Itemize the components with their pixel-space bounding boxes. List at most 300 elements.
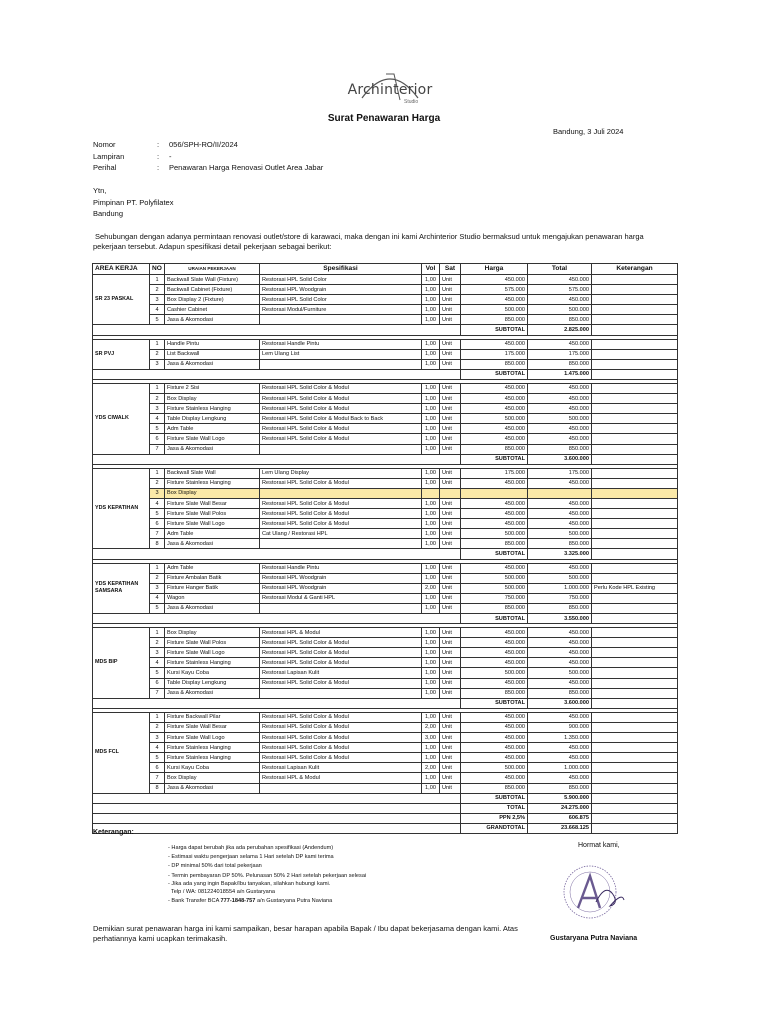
item-sat: Unit xyxy=(440,424,461,434)
item-spesifikasi: Restorasi HPL Solid Color & Modul xyxy=(260,498,422,508)
hormat-text: Hormat kami, xyxy=(578,842,620,849)
item-keterangan xyxy=(592,339,678,349)
item-vol: 1,00 xyxy=(422,349,440,359)
table-row xyxy=(93,498,678,508)
item-spesifikasi: Restorasi HPL Solid Color & Modul xyxy=(260,519,422,529)
item-uraian: Table Display Lengkung xyxy=(165,678,260,688)
subtotal-value: 3.325.000 xyxy=(528,549,592,559)
item-harga: 450.000 xyxy=(461,394,528,404)
item-uraian: Jasa & Akomodasi xyxy=(165,539,260,549)
item-no: 6 xyxy=(150,519,165,529)
item-harga: 450.000 xyxy=(461,275,528,285)
item-vol: 1,00 xyxy=(422,424,440,434)
item-total: 500.000 xyxy=(528,668,592,678)
item-sat: Unit xyxy=(440,444,461,454)
item-no: 3 xyxy=(150,648,165,658)
item-harga: 175.000 xyxy=(461,349,528,359)
col-header-harga: Harga xyxy=(461,264,528,275)
meta-row-lampiran xyxy=(93,151,323,163)
table-row xyxy=(93,648,678,658)
item-total: 850.000 xyxy=(528,688,592,698)
item-harga: 500.000 xyxy=(461,414,528,424)
item-total: 850.000 xyxy=(528,359,592,369)
item-vol: 2,00 xyxy=(422,583,440,593)
totals-spacer xyxy=(93,823,461,833)
item-harga: 450.000 xyxy=(461,383,528,393)
item-sat: Unit xyxy=(440,394,461,404)
item-vol: 1,00 xyxy=(422,783,440,793)
table-row xyxy=(93,404,678,414)
item-harga: 175.000 xyxy=(461,468,528,478)
item-harga: 450.000 xyxy=(461,519,528,529)
item-vol: 1,00 xyxy=(422,359,440,369)
meta-colon: : xyxy=(157,151,160,161)
item-no: 8 xyxy=(150,783,165,793)
item-sat: Unit xyxy=(440,404,461,414)
item-total: 450.000 xyxy=(528,478,592,488)
item-sat: Unit xyxy=(440,628,461,638)
subtotal-label: SUBTOTAL xyxy=(461,454,528,464)
item-total: 850.000 xyxy=(528,539,592,549)
item-harga: 575.000 xyxy=(461,285,528,295)
subtotal-spacer xyxy=(93,614,461,624)
table-row xyxy=(93,519,678,529)
item-harga: 850.000 xyxy=(461,539,528,549)
subtotal-row xyxy=(93,614,678,624)
item-harga: 450.000 xyxy=(461,658,528,668)
area-kerja-cell: MDS FCL xyxy=(93,712,150,793)
subtotal-label: SUBTOTAL xyxy=(461,698,528,708)
item-uraian: Kursi Kayu Coba xyxy=(165,763,260,773)
item-spesifikasi: Restorasi HPL Solid Color & Modul Back to Back xyxy=(260,414,422,424)
item-sat: Unit xyxy=(440,722,461,732)
closing-paragraph: Demikian surat penawaran harga ini kami sampaikan, besar harapan apabila Bapak / Ibu dapat bekerjasama dengan kami. Atas perhatiannya kami ucapkan terimakasih. xyxy=(93,924,518,943)
price-table xyxy=(92,263,678,834)
item-vol: 1,00 xyxy=(422,275,440,285)
item-total: 450.000 xyxy=(528,712,592,722)
company-logo xyxy=(330,66,450,110)
item-spesifikasi: Restorasi Lapisan Kulit xyxy=(260,763,422,773)
item-spesifikasi: Restorasi HPL Woodgrain xyxy=(260,573,422,583)
item-uraian: Kursi Kayu Coba xyxy=(165,668,260,678)
item-uraian: Adm Table xyxy=(165,424,260,434)
item-no: 3 xyxy=(150,295,165,305)
subtotal-row xyxy=(93,325,678,335)
item-keterangan xyxy=(592,305,678,315)
item-uraian: Adm Table xyxy=(165,563,260,573)
item-keterangan xyxy=(592,733,678,743)
item-vol: 1,00 xyxy=(422,638,440,648)
meta-colon: : xyxy=(157,163,160,172)
item-uraian: Fixture Slate Wall Logo xyxy=(165,519,260,529)
item-keterangan xyxy=(592,295,678,305)
item-spesifikasi: Restorasi HPL Solid Color & Modul xyxy=(260,478,422,488)
table-row xyxy=(93,444,678,454)
item-sat: Unit xyxy=(440,753,461,763)
item-total: 1.000.000 xyxy=(528,763,592,773)
item-harga: 450.000 xyxy=(461,773,528,783)
item-uraian: Fixture Ambalan Batik xyxy=(165,573,260,583)
item-keterangan xyxy=(592,658,678,668)
item-vol: 1,00 xyxy=(422,658,440,668)
item-harga: 450.000 xyxy=(461,712,528,722)
item-uraian: Fixture Backwall Pilar xyxy=(165,712,260,722)
item-harga: 850.000 xyxy=(461,315,528,325)
item-harga: 450.000 xyxy=(461,638,528,648)
item-vol xyxy=(422,488,440,498)
note-item: - DP minimal 50% dari total pekerjaan xyxy=(168,863,262,870)
totals-value: 606.875 xyxy=(528,813,592,823)
subtotal-spacer xyxy=(93,793,461,803)
item-harga: 450.000 xyxy=(461,733,528,743)
item-vol: 1,00 xyxy=(422,305,440,315)
subtotal-value: 3.600.000 xyxy=(528,454,592,464)
item-harga: 850.000 xyxy=(461,783,528,793)
item-sat: Unit xyxy=(440,529,461,539)
item-keterangan xyxy=(592,359,678,369)
item-no: 5 xyxy=(150,753,165,763)
item-keterangan xyxy=(592,383,678,393)
item-vol: 1,00 xyxy=(422,753,440,763)
subtotal-value: 1.475.000 xyxy=(528,369,592,379)
item-spesifikasi xyxy=(260,783,422,793)
note-bank xyxy=(168,897,366,906)
item-no: 4 xyxy=(150,593,165,603)
item-spesifikasi: Restorasi Lapisan Kulit xyxy=(260,668,422,678)
item-total: 575.000 xyxy=(528,285,592,295)
item-sat: Unit xyxy=(440,339,461,349)
company-name: Archinterior xyxy=(347,82,433,98)
item-no: 3 xyxy=(150,488,165,498)
note-item: - Estimasi waktu pengerjaan selama 1 Hari setelah DP kami terima xyxy=(168,854,334,861)
item-uraian: Fixture Hanger Batik xyxy=(165,583,260,593)
item-uraian: Fixture Slate Wall Besar xyxy=(165,722,260,732)
item-keterangan xyxy=(592,404,678,414)
item-harga: 850.000 xyxy=(461,444,528,454)
table-row xyxy=(93,414,678,424)
item-no: 7 xyxy=(150,444,165,454)
item-sat: Unit xyxy=(440,712,461,722)
item-sat: Unit xyxy=(440,658,461,668)
item-vol: 3,00 xyxy=(422,733,440,743)
item-no: 2 xyxy=(150,478,165,488)
table-row xyxy=(93,394,678,404)
table-row xyxy=(93,383,678,393)
subtotal-row xyxy=(93,454,678,464)
totals-value: 23.668.125 xyxy=(528,823,592,833)
meta-key: Nomor xyxy=(93,140,116,149)
item-spesifikasi: Restorasi HPL Solid Color & Modul xyxy=(260,424,422,434)
table-row xyxy=(93,539,678,549)
subtotal-empty xyxy=(592,698,678,708)
table-row xyxy=(93,478,678,488)
item-sat: Unit xyxy=(440,668,461,678)
item-total: 450.000 xyxy=(528,295,592,305)
item-total: 850.000 xyxy=(528,315,592,325)
item-uraian: Fixture Stainless Hanging xyxy=(165,743,260,753)
item-vol: 1,00 xyxy=(422,773,440,783)
table-row xyxy=(93,638,678,648)
table-row xyxy=(93,339,678,349)
item-spesifikasi: Restorasi HPL Solid Color & Modul xyxy=(260,712,422,722)
item-sat: Unit xyxy=(440,678,461,688)
item-spesifikasi: Restorasi Handle Pintu xyxy=(260,339,422,349)
item-harga: 500.000 xyxy=(461,583,528,593)
item-no: 5 xyxy=(150,509,165,519)
item-uraian: Adm Table xyxy=(165,529,260,539)
table-row xyxy=(93,359,678,369)
item-total: 850.000 xyxy=(528,603,592,613)
col-header-no: NO xyxy=(150,264,165,275)
item-uraian: Fixture Stainless Hanging xyxy=(165,404,260,414)
item-no: 5 xyxy=(150,668,165,678)
subtotal-row xyxy=(93,369,678,379)
item-total: 450.000 xyxy=(528,404,592,414)
item-total: 500.000 xyxy=(528,573,592,583)
signer-name: Gustaryana Putra Naviana xyxy=(550,935,638,942)
item-no: 1 xyxy=(150,383,165,393)
table-row xyxy=(93,773,678,783)
area-kerja-cell: MDS BIP xyxy=(93,628,150,699)
subtotal-empty xyxy=(592,793,678,803)
item-keterangan xyxy=(592,638,678,648)
item-no: 4 xyxy=(150,498,165,508)
item-vol: 1,00 xyxy=(422,383,440,393)
item-spesifikasi: Restorasi HPL Solid Color & Modul xyxy=(260,404,422,414)
item-total: 450.000 xyxy=(528,394,592,404)
item-vol: 1,00 xyxy=(422,478,440,488)
item-vol: 1,00 xyxy=(422,404,440,414)
item-total: 175.000 xyxy=(528,468,592,478)
col-header-sat: Sat xyxy=(440,264,461,275)
note-item: Telp / WA: 081224018554 a/n Gustaryana xyxy=(168,888,275,895)
item-vol: 1,00 xyxy=(422,603,440,613)
item-keterangan xyxy=(592,285,678,295)
item-uraian: Fixture Stainless Hanging xyxy=(165,753,260,763)
item-total: 450.000 xyxy=(528,339,592,349)
item-vol: 1,00 xyxy=(422,295,440,305)
item-uraian: Cashier Cabinet xyxy=(165,305,260,315)
item-uraian: List Backwall xyxy=(165,349,260,359)
letter-meta xyxy=(93,139,323,174)
area-kerja-cell: SR 23 PASKAL xyxy=(93,275,150,325)
item-spesifikasi: Restorasi HPL Solid Color & Modul xyxy=(260,648,422,658)
item-spesifikasi xyxy=(260,688,422,698)
subtotal-row xyxy=(93,549,678,559)
item-spesifikasi: Restorasi HPL Solid Color & Modul xyxy=(260,434,422,444)
item-no: 7 xyxy=(150,529,165,539)
item-total: 450.000 xyxy=(528,773,592,783)
item-no: 3 xyxy=(150,404,165,414)
item-harga: 450.000 xyxy=(461,295,528,305)
item-uraian: Fixture Slate Wall Logo xyxy=(165,733,260,743)
item-spesifikasi: Restorasi Modul/Furniture xyxy=(260,305,422,315)
subtotal-spacer xyxy=(93,325,461,335)
recipient-line: Ytn, xyxy=(93,186,107,195)
item-vol: 1,00 xyxy=(422,563,440,573)
item-vol: 1,00 xyxy=(422,285,440,295)
item-total: 450.000 xyxy=(528,638,592,648)
item-harga: 750.000 xyxy=(461,593,528,603)
totals-spacer xyxy=(93,813,461,823)
table-row xyxy=(93,295,678,305)
item-keterangan xyxy=(592,434,678,444)
item-sat: Unit xyxy=(440,349,461,359)
item-vol: 2,00 xyxy=(422,763,440,773)
item-total: 450.000 xyxy=(528,519,592,529)
item-spesifikasi: Restorasi HPL Solid Color xyxy=(260,275,422,285)
item-harga: 500.000 xyxy=(461,668,528,678)
item-spesifikasi: Restorasi HPL Solid Color & Modul xyxy=(260,733,422,743)
table-row xyxy=(93,424,678,434)
item-keterangan xyxy=(592,394,678,404)
item-harga: 850.000 xyxy=(461,359,528,369)
totals-label: GRANDTOTAL xyxy=(461,823,528,833)
item-harga: 450.000 xyxy=(461,563,528,573)
item-uraian: Fixture Slate Wall Polos xyxy=(165,509,260,519)
item-no: 1 xyxy=(150,468,165,478)
item-total: 450.000 xyxy=(528,648,592,658)
table-row xyxy=(93,603,678,613)
meta-value: Penawaran Harga Renovasi Outlet Area Jabar xyxy=(169,163,324,172)
item-vol: 1,00 xyxy=(422,468,440,478)
item-sat: Unit xyxy=(440,383,461,393)
item-no: 6 xyxy=(150,763,165,773)
table-row xyxy=(93,285,678,295)
col-header-uraian: URAIAN PEKERJAAN xyxy=(165,264,260,275)
item-keterangan xyxy=(592,648,678,658)
item-keterangan xyxy=(592,498,678,508)
subtotal-label: SUBTOTAL xyxy=(461,549,528,559)
area-kerja-cell: YDS KEPATIHAN SAMSARA xyxy=(93,563,150,613)
table-row xyxy=(93,573,678,583)
item-sat: Unit xyxy=(440,563,461,573)
table-row xyxy=(93,658,678,668)
totals-row xyxy=(93,823,678,833)
item-sat: Unit xyxy=(440,603,461,613)
company-sub: Studio xyxy=(404,99,419,105)
item-total: 450.000 xyxy=(528,658,592,668)
item-total: 1.000.000 xyxy=(528,583,592,593)
note-item: - Jika ada yang ingin Bapak/Ibu tanyakan, silahkan hubungi kami. xyxy=(168,880,331,887)
subtotal-value: 5.900.000 xyxy=(528,793,592,803)
item-uraian: Backwall Cabinet (Fixture) xyxy=(165,285,260,295)
col-header-total: Total xyxy=(528,264,592,275)
item-no: 2 xyxy=(150,638,165,648)
item-spesifikasi xyxy=(260,444,422,454)
item-spesifikasi xyxy=(260,603,422,613)
item-total: 450.000 xyxy=(528,563,592,573)
subtotal-row xyxy=(93,793,678,803)
table-row xyxy=(93,563,678,573)
item-vol: 1,00 xyxy=(422,498,440,508)
table-row xyxy=(93,628,678,638)
item-no: 5 xyxy=(150,424,165,434)
item-keterangan xyxy=(592,349,678,359)
item-keterangan xyxy=(592,688,678,698)
item-keterangan xyxy=(592,763,678,773)
item-spesifikasi: Cat Ulang / Restorasi HPL xyxy=(260,529,422,539)
item-no: 3 xyxy=(150,583,165,593)
letter-date: Bandung, 3 Juli 2024 xyxy=(553,127,624,136)
item-spesifikasi: Restorasi HPL & Modul xyxy=(260,773,422,783)
item-spesifikasi: Restorasi HPL Woodgrain xyxy=(260,285,422,295)
item-uraian: Jasa & Akomodasi xyxy=(165,603,260,613)
item-uraian: Fixture Stainless Hanging xyxy=(165,478,260,488)
table-row xyxy=(93,468,678,478)
totals-spacer xyxy=(93,803,461,813)
item-keterangan xyxy=(592,743,678,753)
col-header-area: AREA KERJA xyxy=(93,264,150,275)
meta-key: Perihal xyxy=(93,163,117,172)
item-uraian: Handle Pintu xyxy=(165,339,260,349)
item-spesifikasi xyxy=(260,315,422,325)
recipient-line: Bandung xyxy=(93,209,124,218)
item-total: 1.350.000 xyxy=(528,733,592,743)
item-harga: 500.000 xyxy=(461,305,528,315)
item-spesifikasi: Restorasi HPL Solid Color & Modul xyxy=(260,394,422,404)
item-vol: 1,00 xyxy=(422,434,440,444)
item-spesifikasi: Restorasi HPL Solid Color & Modul xyxy=(260,722,422,732)
item-no: 4 xyxy=(150,743,165,753)
item-sat: Unit xyxy=(440,498,461,508)
item-vol: 1,00 xyxy=(422,444,440,454)
item-sat: Unit xyxy=(440,275,461,285)
item-harga xyxy=(461,488,528,498)
item-no: 1 xyxy=(150,628,165,638)
totals-empty xyxy=(592,803,678,813)
item-uraian: Box Display xyxy=(165,394,260,404)
item-spesifikasi: Restorasi HPL & Modul xyxy=(260,628,422,638)
item-spesifikasi: Restorasi HPL Woodgrain xyxy=(260,583,422,593)
item-sat: Unit xyxy=(440,593,461,603)
item-total: 850.000 xyxy=(528,444,592,454)
item-keterangan xyxy=(592,275,678,285)
item-keterangan xyxy=(592,509,678,519)
item-uraian: Table Display Lengkung xyxy=(165,414,260,424)
item-no: 2 xyxy=(150,722,165,732)
item-vol: 1,00 xyxy=(422,539,440,549)
recipient-block xyxy=(93,185,173,220)
item-keterangan xyxy=(592,444,678,454)
item-harga: 850.000 xyxy=(461,603,528,613)
item-vol: 1,00 xyxy=(422,648,440,658)
item-uraian: Wagon xyxy=(165,593,260,603)
subtotal-label: SUBTOTAL xyxy=(461,614,528,624)
note-item: - Termin pembayaran DP 50%. Pelunasan 50% 2 Hari setelah pekerjaan selesai xyxy=(168,872,367,879)
item-keterangan xyxy=(592,478,678,488)
table-row xyxy=(93,688,678,698)
table-row xyxy=(93,763,678,773)
meta-colon: : xyxy=(157,140,160,149)
item-spesifikasi: Restorasi HPL Solid Color & Modul xyxy=(260,678,422,688)
item-keterangan xyxy=(592,628,678,638)
subtotal-spacer xyxy=(93,454,461,464)
item-harga: 450.000 xyxy=(461,339,528,349)
item-total: 450.000 xyxy=(528,628,592,638)
item-vol: 1,00 xyxy=(422,743,440,753)
item-harga: 500.000 xyxy=(461,763,528,773)
table-row xyxy=(93,722,678,732)
item-harga: 450.000 xyxy=(461,498,528,508)
item-harga: 850.000 xyxy=(461,688,528,698)
table-row xyxy=(93,678,678,688)
item-no: 3 xyxy=(150,733,165,743)
item-vol: 1,00 xyxy=(422,628,440,638)
totals-label: PPN 2,5% xyxy=(461,813,528,823)
item-harga: 450.000 xyxy=(461,722,528,732)
item-uraian: Jasa & Akomodasi xyxy=(165,359,260,369)
